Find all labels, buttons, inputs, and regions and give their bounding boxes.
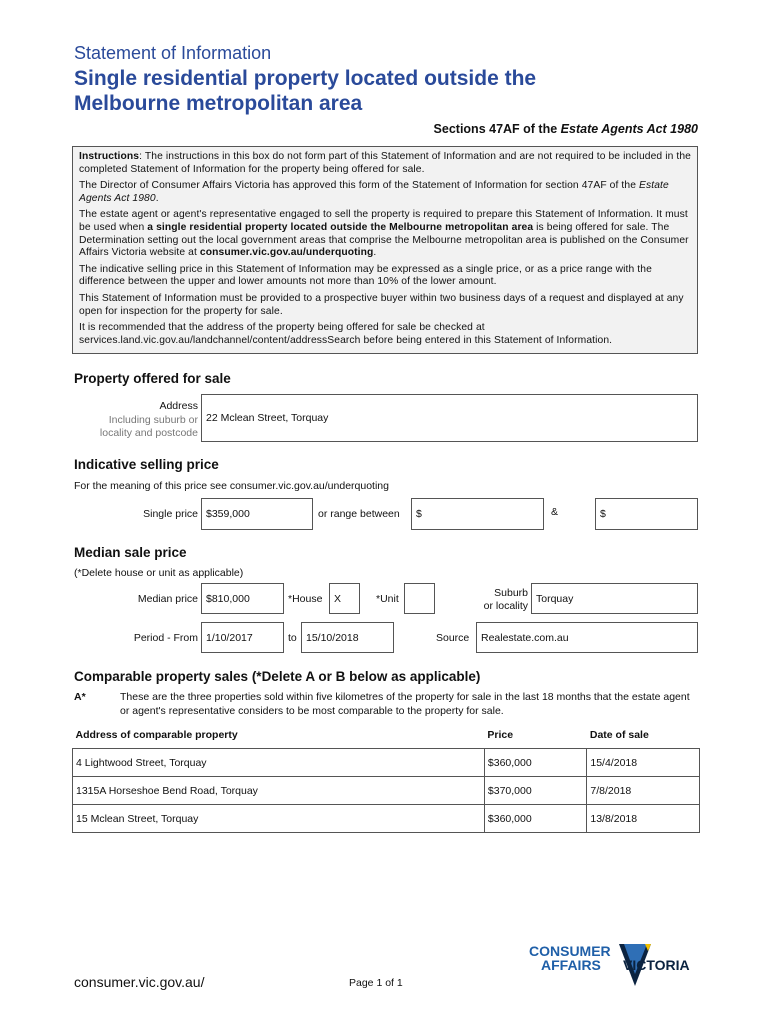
range-label: or range between xyxy=(318,508,400,520)
title-line-1: Single residential property located outside the xyxy=(74,67,537,90)
selling-price-heading: Indicative selling price xyxy=(74,457,219,472)
range-ampersand: & xyxy=(551,506,559,518)
instructions-p4: The indicative selling price in this Statement of Information may be expressed as a single price, or as a price range with the difference between the upper and lower amounts not more than 10% of the lower amount. xyxy=(79,263,652,288)
title-line-2: Melbourne metropolitan area xyxy=(74,92,363,115)
property-heading: Property offered for sale xyxy=(74,371,231,386)
house-label: *House xyxy=(288,593,323,605)
instructions-p2: The Director of Consumer Affairs Victoria has approved this form of the Statement of Information for section 47AF of the Estate Agents Act 1980. xyxy=(79,180,669,204)
source-field[interactable] xyxy=(476,622,698,653)
comparable-heading: Comparable property sales (*Delete A or B below as applicable) xyxy=(74,669,481,684)
logo-text-2: AFFAIRS xyxy=(541,957,601,973)
address-label-group xyxy=(80,400,198,441)
range-high-field[interactable] xyxy=(595,498,698,530)
option-a-text: These are the three properties sold within five kilometres of the property for sale in the last 18 months that the estate agent or agent's representative considers to be most comparable to the property for sale. xyxy=(120,691,690,717)
median-note: (*Delete house or unit as applicable) xyxy=(74,567,244,579)
comparable-date[interactable]: 13/8/2018 xyxy=(587,805,700,833)
logo-text-3: VICTORIA xyxy=(623,957,690,973)
address-value: 22 Mclean Street, Torquay xyxy=(206,412,329,424)
col-date-header: Date of sale xyxy=(589,729,649,741)
median-price-field[interactable] xyxy=(201,583,284,614)
underquoting-link[interactable]: consumer.vic.gov.au/underquoting xyxy=(199,247,374,259)
comparable-date[interactable]: 15/4/2018 xyxy=(587,749,700,777)
footer-url[interactable]: consumer.vic.gov.au/ xyxy=(74,974,205,990)
col-address-header: Address of comparable property xyxy=(75,729,238,741)
single-price-field[interactable] xyxy=(201,498,313,530)
instructions-p5: This Statement of Information must be provided to a prospective buyer within two business days of a request and displayed at any open for inspection for the property for sale. xyxy=(79,292,684,317)
act-name: Estate Agents Act 1980 xyxy=(560,122,698,136)
unit-label: *Unit xyxy=(376,593,399,605)
period-to-label: to xyxy=(288,632,297,644)
range-low-value: $ xyxy=(416,508,422,520)
suburb-label: Suburb or locality xyxy=(483,587,528,612)
median-price-value: $810,000 xyxy=(206,592,250,605)
instructions-box xyxy=(72,146,698,354)
page-number: Page 1 of 1 xyxy=(349,977,403,989)
house-value: X xyxy=(334,592,342,605)
period-to-field[interactable] xyxy=(301,622,394,653)
instructions-p6: It is recommended that the address of the property being offered for sale be checked at services.land.vic.gov.au/landchannel/content/addressSearch before being entered in this Statement of Information. xyxy=(79,322,613,346)
comparable-price[interactable]: $370,000 xyxy=(484,777,586,805)
median-heading: Median sale price xyxy=(74,545,187,560)
comparable-price[interactable]: $360,000 xyxy=(484,805,586,833)
address-label: Address xyxy=(159,400,198,412)
period-from-field[interactable] xyxy=(201,622,284,653)
period-to-value: 15/10/2018 xyxy=(306,631,359,644)
sections-reference: Sections 47AF of the Estate Agents Act 1980 xyxy=(433,122,698,136)
single-price-label: Single price xyxy=(143,508,198,520)
table-row xyxy=(73,777,700,805)
address-hint-1: Including suburb or xyxy=(108,413,198,426)
comparable-table xyxy=(72,722,700,833)
address-field[interactable] xyxy=(201,394,698,442)
house-checkbox[interactable] xyxy=(329,583,360,614)
source-label: Source xyxy=(436,632,470,644)
range-high-value: $ xyxy=(600,508,606,520)
logo-text-1: CONSUMER xyxy=(529,943,611,959)
comparable-address[interactable]: 1315A Horseshoe Bend Road, Torquay xyxy=(73,777,485,805)
instructions-p1: Instructions: The instructions in this box do not form part of this Statement of Information and are not required to be included in the completed Statement of Information for the property being offered for sale. xyxy=(79,151,692,175)
source-value: Realestate.com.au xyxy=(481,631,569,644)
table-header-row xyxy=(73,722,700,749)
selling-price-note: For the meaning of this price see consumer.vic.gov.au/underquoting xyxy=(74,480,389,492)
unit-checkbox[interactable] xyxy=(404,583,435,614)
statement-label: Statement of Information xyxy=(74,43,272,63)
comparable-address[interactable]: 4 Lightwood Street, Torquay xyxy=(73,749,485,777)
col-price-header: Price xyxy=(487,729,514,741)
instructions-p3: The estate agent or agent's representative engaged to sell the property is required to prepare this Statement of Information. It must be used when a single residential property located outside the Melbourne metropolitan area is being offered for sale. The Determination setting out the local government areas that comprise the Melbourne metropolitan area is published on the Consumer Affairs Victoria website at consumer.vic.gov.au/underquoting. xyxy=(79,209,689,259)
single-price-value: $359,000 xyxy=(206,508,250,520)
table-row xyxy=(73,805,700,833)
cav-logo xyxy=(527,940,707,990)
comparable-date[interactable]: 7/8/2018 xyxy=(587,777,700,805)
period-from-label: Period - From xyxy=(133,632,198,644)
option-a-marker: A* xyxy=(74,691,86,703)
comparable-address[interactable]: 15 Mclean Street, Torquay xyxy=(73,805,485,833)
comparable-price[interactable]: $360,000 xyxy=(484,749,586,777)
page-title xyxy=(74,66,674,116)
table-row xyxy=(73,749,700,777)
range-low-field[interactable] xyxy=(411,498,544,530)
address-hint-2: locality and postcode xyxy=(99,427,198,439)
suburb-value: Torquay xyxy=(536,592,574,605)
cav-logo-graphic xyxy=(527,940,707,990)
median-price-label: Median price xyxy=(137,593,198,605)
period-from-value: 1/10/2017 xyxy=(206,631,253,644)
suburb-field[interactable] xyxy=(531,583,698,614)
